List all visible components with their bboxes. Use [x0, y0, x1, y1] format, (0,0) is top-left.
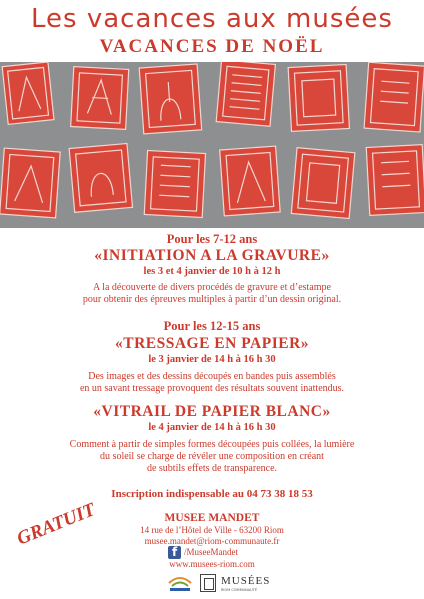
engraving-prints-photo: [0, 62, 424, 228]
facebook-icon: f: [168, 546, 181, 559]
riom-communaute-logo: [166, 573, 194, 595]
section-2-title: «TRESSAGE EN PAPIER»: [114, 335, 310, 352]
section-3-date: le 4 janvier de 14 h à 16 h 30: [148, 422, 276, 433]
section-2-description-line-1: Des images et des dessins découpés en bandes puis assemblés: [88, 371, 336, 382]
inscription-phone: Inscription indispensable au 04 73 38 18 53: [111, 488, 313, 500]
section-1-description-line-1: A la découverte de divers procédés de gravure et d’estampe: [93, 282, 331, 293]
section-2-date: le 3 janvier de 14 h à 16 h 30: [148, 354, 276, 365]
website-link[interactable]: www.musees-riom.com: [169, 559, 255, 569]
museum-email[interactable]: musee.mandet@riom-communaute.fr: [144, 536, 280, 546]
section-3-description-line-3: de subtils effets de transparence.: [146, 463, 278, 474]
section-2-age: Pour les 12-15 ans: [163, 319, 261, 333]
free-badge: GRATUIT: [14, 499, 99, 550]
musees-logo-text: MUSÉES: [221, 575, 271, 587]
section-3-description-line-2: du soleil se charge de révéler une composition en créant: [100, 451, 324, 462]
section-2-description-line-2: en un savant tressage provoquent des résultats souvent inattendus.: [79, 383, 345, 394]
section-3-description-line-1: Comment à partir de simples formes découpées puis collées, la lumière: [69, 439, 355, 450]
section-3-title: «VITRAIL DE PAPIER BLANC»: [93, 403, 331, 420]
musees-logo-subtext: RIOM COMMUNAUTÉ: [221, 588, 258, 592]
museum-logo-mark: [200, 574, 216, 592]
facebook-link[interactable]: /MuseeMandet: [184, 547, 238, 557]
poster-subtitle: VACANCES DE NOËL: [99, 36, 325, 57]
museum-address: 14 rue de l’Hôtel de Ville - 63200 Riom: [140, 525, 284, 535]
museum-name: MUSEE MANDET: [164, 512, 260, 524]
section-1-title: «INITIATION A LA GRAVURE»: [94, 247, 330, 264]
poster-title: Les vacances aux musées: [31, 4, 393, 34]
section-1-age: Pour les 7-12 ans: [166, 232, 258, 246]
section-1-description-line-2: pour obtenir des épreuves multiples à partir d’un dessin original.: [82, 294, 342, 305]
section-1-date: les 3 et 4 janvier de 10 h à 12 h: [143, 266, 281, 277]
